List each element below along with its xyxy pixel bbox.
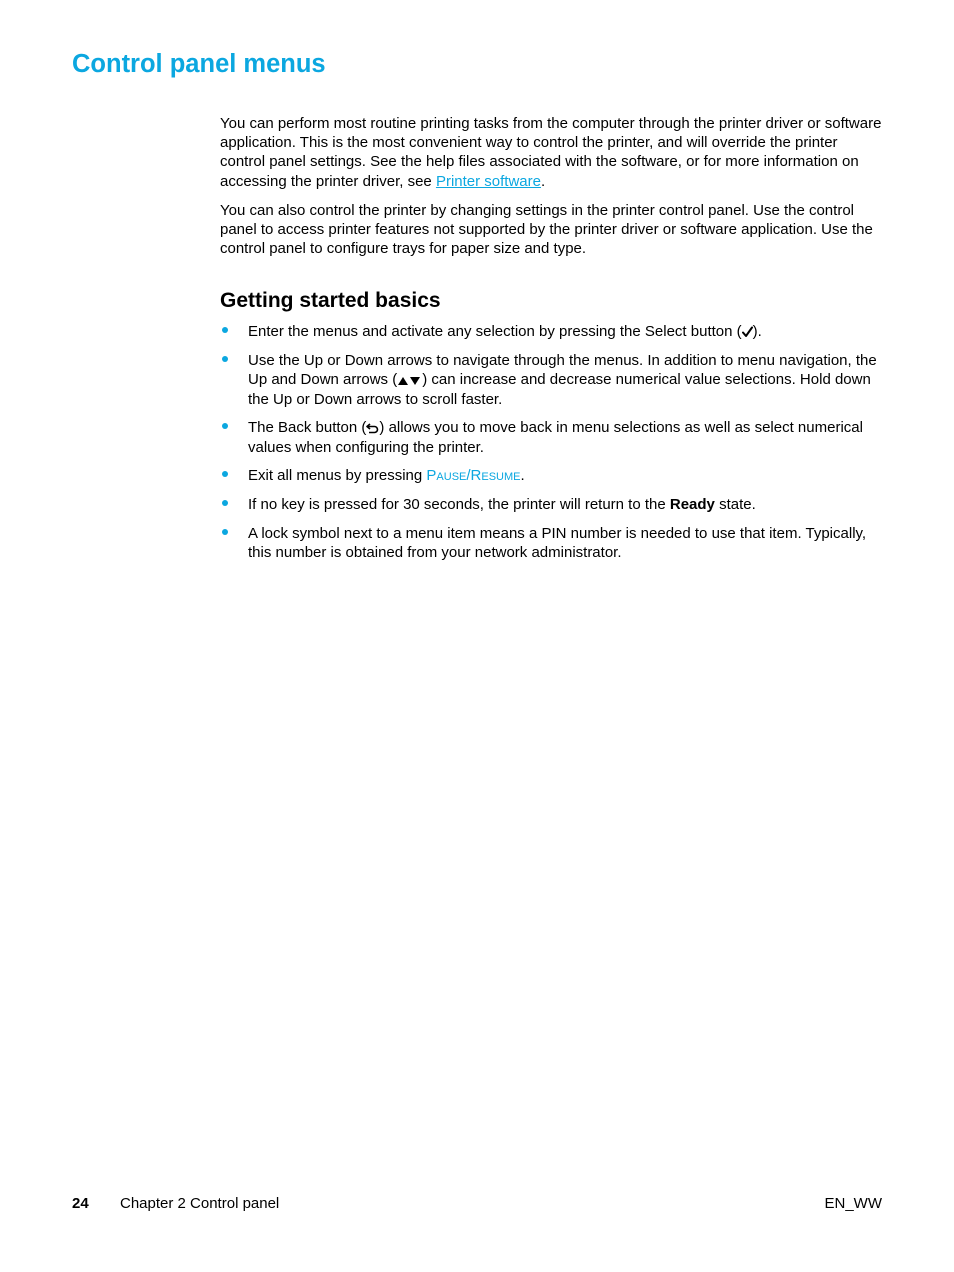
bullet-5-end: state. [714, 496, 756, 514]
bullet-1-text: Enter the menus and activate any selection by pressing the Select button ( [248, 323, 742, 341]
list-item [220, 524, 882, 562]
bullet-icon [222, 529, 228, 535]
chapter-label: Chapter 2 Control panel [120, 1195, 280, 1212]
bullet-list [220, 322, 882, 562]
list-item [220, 418, 882, 456]
list-item [220, 351, 882, 409]
intro-paragraph-1-end: . [541, 172, 546, 190]
list-item [220, 466, 882, 485]
pause-resume-key[interactable]: Pause/Resume [426, 467, 521, 485]
bullet-3-text: The Back button ( [248, 419, 367, 437]
main-content [220, 114, 882, 572]
bullet-icon [222, 327, 228, 333]
intro-paragraph-2: You can also control the printer by changing settings in the printer control panel. Use the control panel to access printer features not supported by the printer driver or software application. Use the control panel to configure trays for paper size and type. [220, 201, 873, 258]
page-number: 24 [72, 1195, 89, 1212]
up-down-arrows-icon [397, 376, 422, 386]
page-title: Control panel menus [72, 50, 326, 78]
bullet-icon [222, 423, 228, 429]
ready-state-label: Ready [669, 496, 715, 514]
bullet-2-text: Use the Up or Down arrows to navigate through the menus. In addition to menu navigation, the Up and Down arrows ( [248, 352, 877, 389]
bullet-1-end: ). [752, 323, 762, 341]
bullet-3-end: ) allows you to move back in menu selections as well as select numerical values when configuring the printer. [248, 419, 863, 456]
bullet-4-text: Exit all menus by pressing [248, 467, 427, 485]
bullet-4-end: . [520, 467, 525, 485]
list-item [220, 495, 882, 514]
bullet-6-text: A lock symbol next to a menu item means a PIN number is needed to use that item. Typically, this number is obtained from your network administrator. [248, 525, 867, 562]
bullet-icon [222, 471, 228, 477]
intro-paragraph-1 [220, 114, 882, 191]
bullet-icon [222, 500, 228, 506]
edition-label: EN_WW [824, 1195, 882, 1212]
intro-paragraph-1-text: You can perform most routine printing tasks from the computer through the printer driver or software application. This is the most convenient way to control the printer, and will override the printer control panel settings. See the help files associated with the software, or for more information on accessing the printer driver, see [220, 115, 882, 190]
section-heading: Getting started basics [220, 289, 441, 313]
printer-software-link[interactable]: Printer software [435, 172, 541, 190]
checkmark-icon [742, 326, 753, 338]
bullet-icon [222, 356, 228, 362]
bullet-2-end: ) can increase and decrease numerical value selections. Hold down the Up or Down arrows to scroll faster. [248, 371, 871, 408]
back-arrow-icon [366, 422, 379, 434]
bullet-5-text: If no key is pressed for 30 seconds, the printer will return to the [248, 496, 670, 514]
list-item [220, 322, 882, 341]
